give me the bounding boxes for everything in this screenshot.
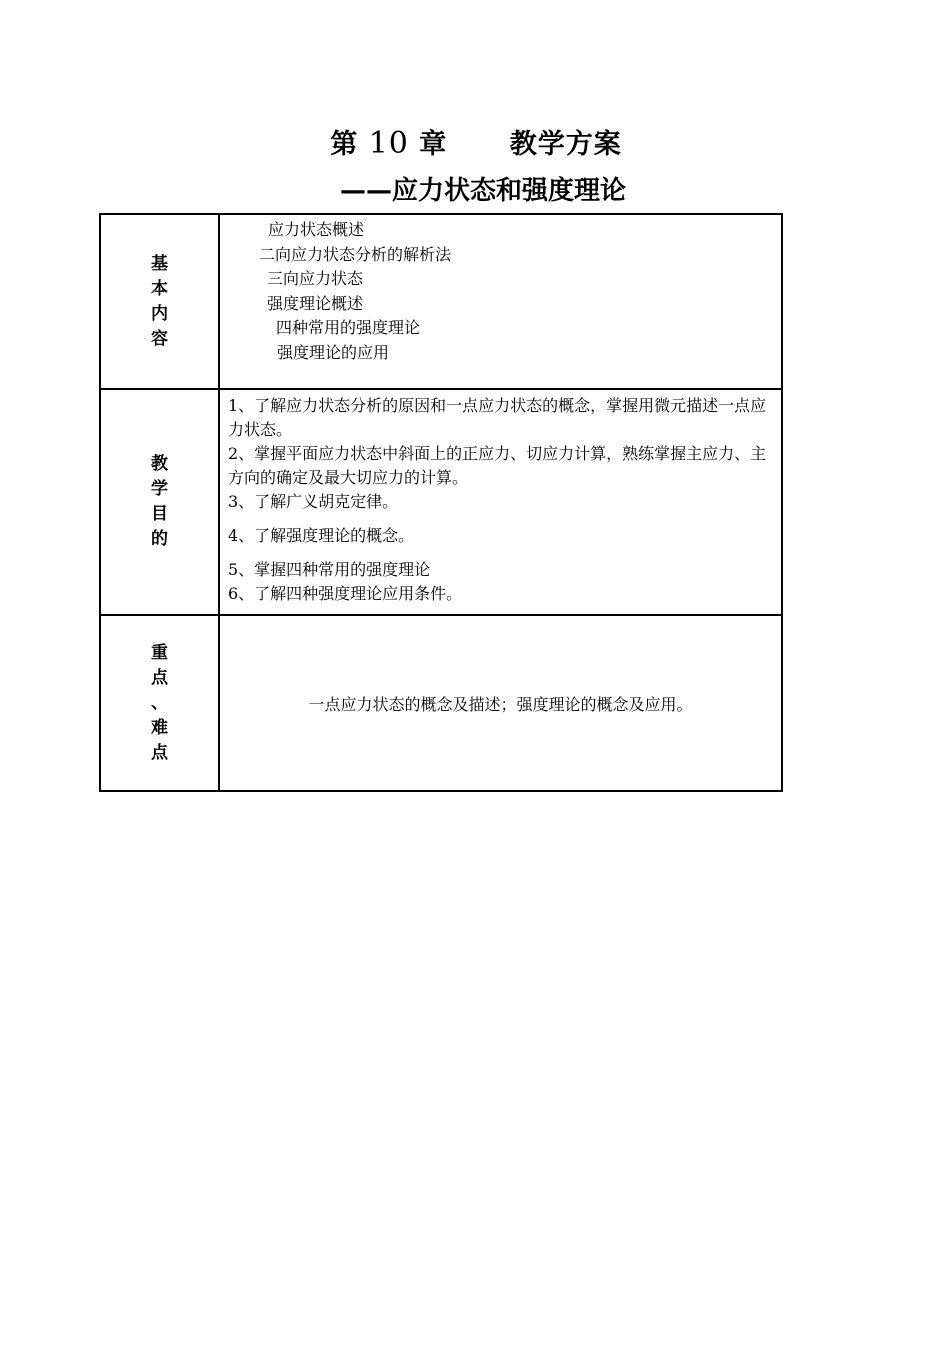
basic-content-row <box>100 214 782 389</box>
goal-item: 5、掌握四种常用的强度理论 <box>228 560 431 579</box>
key-difficult-label: 重 点 、 难 点 <box>100 615 219 791</box>
teaching-goals-cell <box>219 389 782 615</box>
chapter-title <box>0 122 952 161</box>
key-difficult-text: 一点应力状态的概念及描述；强度理论的概念及应用。 <box>308 694 693 714</box>
goal-item: 2、掌握平面应力状态中斜面上的正应力、切应力计算，熟练掌握主应力、主方向的确定及最大切应力的计算。 <box>228 444 767 487</box>
key-difficult-cell <box>219 615 782 791</box>
basic-content-cell <box>219 214 782 389</box>
topic-item: 四种常用的强度理论 <box>276 318 421 337</box>
topic-item: 二向应力状态分析的解析法 <box>259 244 452 264</box>
title-main: 教学方案 <box>509 129 622 160</box>
basic-content-label: 基 本 内 容 <box>100 214 219 389</box>
teaching-plan-table <box>99 213 783 792</box>
topic-item: 强度理论概述 <box>267 293 364 313</box>
subtitle: ——应力状态和强度理论 <box>340 176 627 206</box>
chapter-number: 10 <box>368 126 409 161</box>
title-prefix: 第 <box>330 129 359 160</box>
topic-item: 应力状态概述 <box>268 220 365 239</box>
goal-item: 3、了解广义胡克定律。 <box>228 492 399 511</box>
goal-item: 6、了解四种强度理论应用条件。 <box>228 584 463 603</box>
key-difficult-row <box>100 615 782 791</box>
teaching-goals-row <box>100 389 782 615</box>
goal-item: 1、了解应力状态分析的原因和一点应力状态的概念，掌握用微元描述一点应力状态。 <box>228 396 767 439</box>
goal-item: 4、了解强度理论的概念。 <box>228 526 415 545</box>
teaching-goals-label: 教 学 目 的 <box>100 389 219 615</box>
topic-item: 强度理论的应用 <box>277 342 390 362</box>
topic-item: 三向应力状态 <box>267 269 364 288</box>
title-suffix: 章 <box>419 129 448 160</box>
